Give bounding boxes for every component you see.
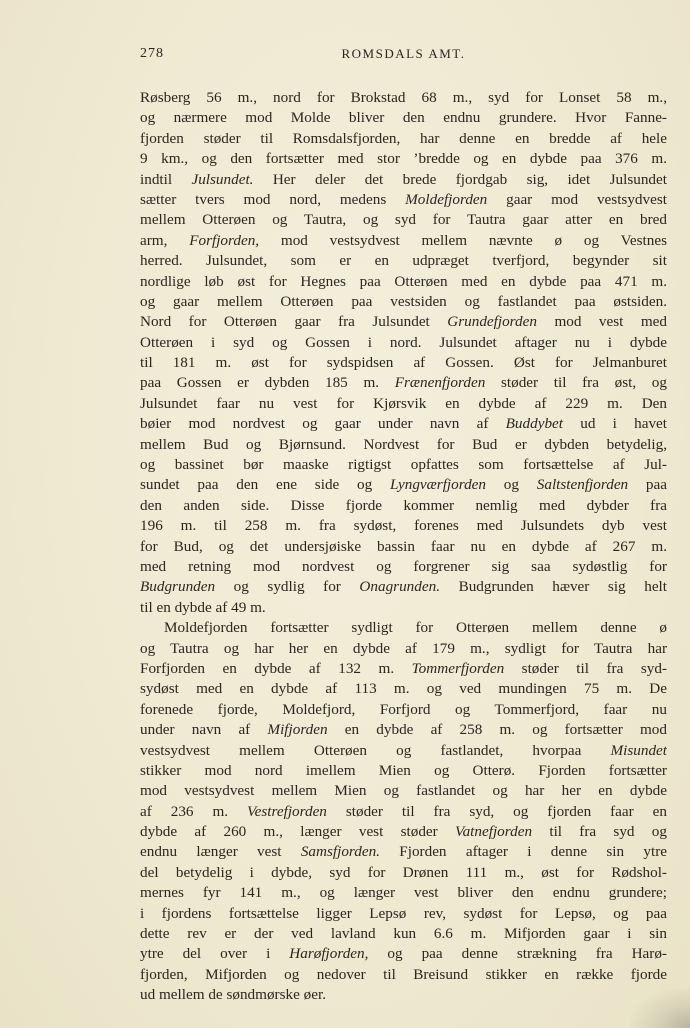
text-line: Julsundet faar nu vest for Kjørsvik en dybde af 229 m. Den — [140, 394, 667, 412]
text-line: til en dybde af 49 m. — [140, 598, 266, 616]
text-line: 196 m. til 258 m. fra sydøst, forenes med Julsundets dyb vest — [140, 517, 667, 535]
text-line: ud mellem de søndmørske øer. — [140, 986, 327, 1004]
text-line: Moldefjorden fortsætter sydligt for Otterøen mellem denne ø — [164, 619, 667, 637]
text-line: dybde af 260 m., længer vest støder Vatnefjorden til fra syd og — [140, 823, 667, 841]
body-text — [140, 88, 667, 1006]
text-line: indtil Julsundet. Her deler det brede fjordgab sig, idet Julsundet — [140, 170, 667, 188]
text-line: og gaar mellem Otterøen paa vestsiden og fastlandet paa østsiden. — [140, 292, 667, 310]
text-line: sætter tvers mod nord, medens Moldefjorden gaar mod vestsydvest — [140, 190, 667, 208]
text-line: ytre del over i Harøfjorden, og paa denne strækning fra Harø- — [140, 945, 667, 963]
text-line: og bassinet bør maaske rigtigst opfattes som fortsættelse af Jul- — [140, 456, 667, 474]
text-line: under navn af Mifjorden en dybde af 258 m. og fortsætter mod — [140, 721, 667, 739]
page-corner-stain — [630, 988, 690, 1028]
text-line: forenede fjorde, Moldefjord, Forfjord og Tommerfjord, faar nu — [140, 700, 667, 718]
text-line: 9 km., og den fortsætter med stor ’bredde og en dybde paa 376 m. — [140, 150, 667, 168]
running-title: ROMSDALS AMT. — [341, 46, 466, 61]
text-line: og Tautra og har her en dybde af 179 m., sydligt for Tautra har — [140, 639, 667, 657]
page-number: 278 — [140, 46, 164, 61]
text-line: Røsberg 56 m., nord for Brokstad 68 m., syd for Lonset 58 m., — [140, 89, 667, 106]
text-line: dette rev er der ved lavland kun 6.6 m. Mifjorden gaar i sin — [140, 925, 667, 943]
text-line: del betydelig i dybde, syd for Drønen 111 m., øst for Rødshol- — [140, 863, 667, 881]
text-line: fjorden, Mifjorden og nedover til Breisund stikker en række fjorde — [140, 965, 667, 983]
text-line: paa Gossen er dybden 185 m. Frænenfjorden støder til fra øst, og — [140, 374, 667, 392]
text-line: mellem Otterøen og Tautra, og syd for Tautra gaar atter en bred — [140, 211, 667, 229]
text-line: i fjordens fortsættelse ligger Lepsø rev, sydøst for Lepsø, og paa — [140, 904, 667, 922]
text-line: herred. Julsundet, som er en udpræget tverfjord, begynder sit — [140, 252, 667, 270]
text-line: stikker mod nord imellem Mien og Otterø. Fjorden fortsætter — [140, 761, 667, 779]
text-line: arm, Forfjorden, mod vestsydvest mellem nævnte ø og Vestnes — [140, 231, 667, 249]
text-line: Nord for Otterøen gaar fra Julsundet Grundefjorden mod vest med — [140, 313, 667, 331]
page-header — [140, 46, 667, 66]
text-line: mellem Bud og Bjørnsund. Nordvest for Bud er dybden betydelig, — [140, 435, 667, 453]
text-line: sydøst med en dybde af 113 m. og ved mundingen 75 m. De — [140, 680, 667, 698]
text-line: mod vestsydvest mellem Mien og fastlandet og har her en dybde — [140, 782, 667, 800]
text-line: for Bud, og det undersjøiske bassin faar nu en dybde af 267 m. — [140, 537, 667, 555]
text-line: fjorden støder til Romsdalsfjorden, har denne en bredde af hele — [140, 129, 667, 147]
text-line: af 236 m. Vestrefjorden støder til fra syd, og fjorden faar en — [140, 802, 667, 820]
text-line: til 181 m. øst for sydspidsen af Gossen. Øst for Jelmanburet — [140, 354, 667, 372]
text-line: den anden side. Disse fjorde kommer nemlig med dybder fra — [140, 496, 667, 514]
text-line: mernes fyr 141 m., og længer vest bliver den endnu grundere; — [140, 884, 667, 902]
text-line: Otterøen i syd og Gossen i nord. Julsundet aftager nu i dybde — [140, 333, 667, 351]
text-line: nordlige løb øst for Hegnes paa Otterøen med en dybde paa 471 m. — [140, 272, 667, 290]
text-line: og nærmere mod Molde bliver den endnu grundere. Hvor Fanne- — [140, 109, 667, 127]
text-line: Budgrunden og sydlig for Onagrunden. Budgrunden hæver sig helt — [140, 578, 667, 596]
text-line: sundet paa den ene side og Lyngværfjorden og Saltstenfjorden paa — [140, 476, 667, 494]
text-line: endnu længer vest Samsfjorden. Fjorden aftager i denne sin ytre — [140, 843, 667, 861]
text-line: vestsydvest mellem Otterøen og fastlandet, hvorpaa Misundet — [140, 741, 667, 759]
text-line: bøier mod nordvest og gaar under navn af Buddybet ud i havet — [140, 415, 667, 433]
text-line: med retning mod nordvest og forgrener sig saa sydøstlig for — [140, 557, 667, 575]
text-line: Forfjorden en dybde af 132 m. Tommerfjorden støder til fra syd- — [140, 659, 667, 677]
